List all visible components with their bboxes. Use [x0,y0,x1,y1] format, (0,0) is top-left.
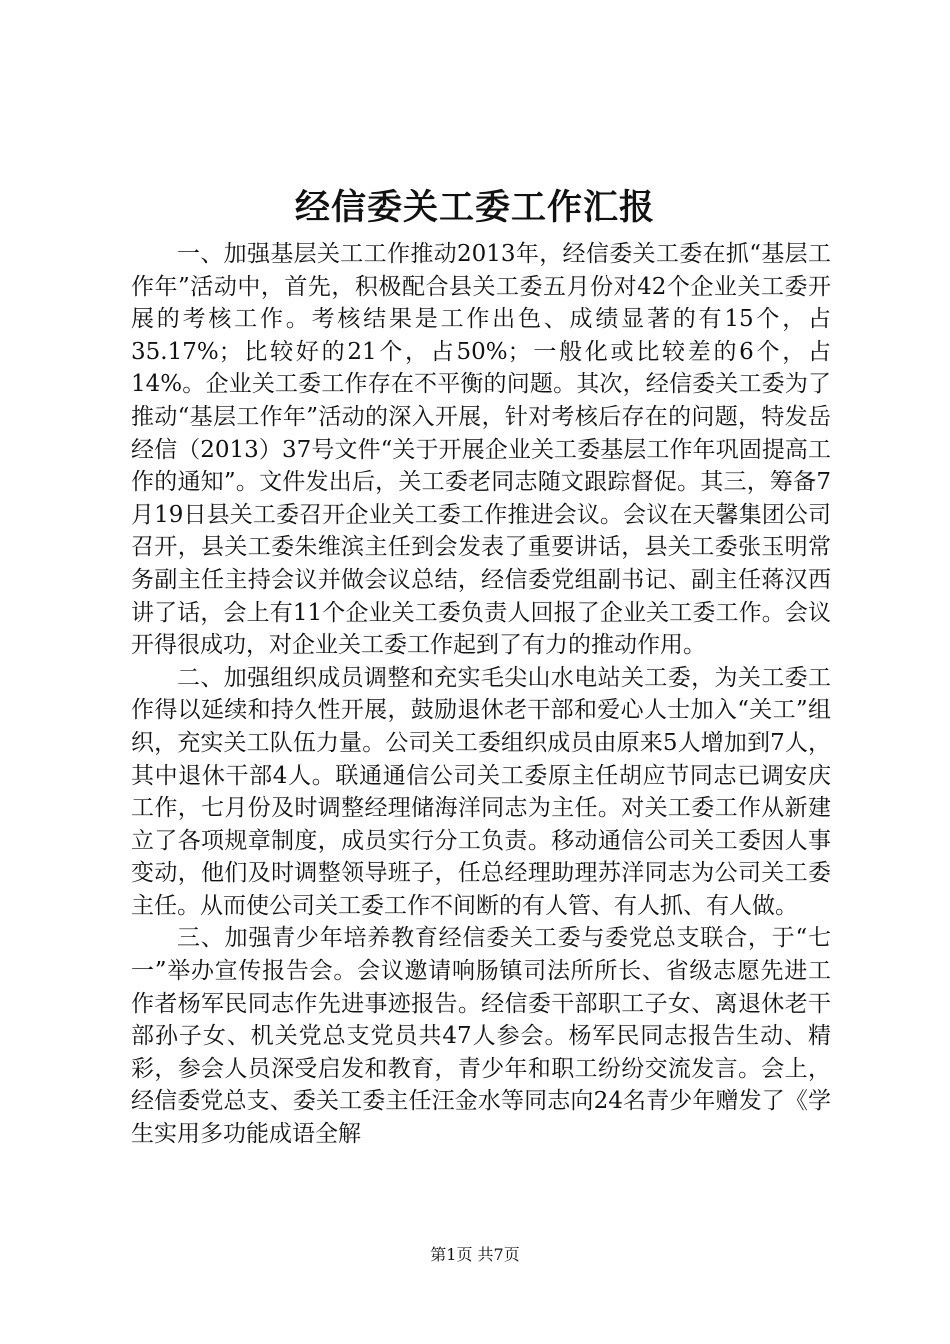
document-title: 经信委关工委工作汇报 [294,187,655,228]
paragraph-3: 三、加强青少年培养教育经信委关工委与委党总支联合，于“七一”举办宣传报告会。会议邀请响肠镇司法所所长、省级志愿先进工作者杨军民同志作先进事迹报告。经信委干部职工子女、离退休老干部孙子女、机关党总支党员共47人参会。杨军民同志报告生动、精彩，参会人员深受启发和教育，青少年和职工纷纷交流发言。会上，经信委党总支、委关工委主任汪金水等同志向24名青少年赠发了《学生实用多功能成语全解 [131,925,831,1148]
paragraph-1: 一、加强基层关工工作推动2013年，经信委关工委在抓“基层工作年”活动中，首先，积极配合县关工委五月份对42个企业关工委开展的考核工作。考核结果是工作出色、成绩显著的有15个，占35.17%；比较好的21个，占50%；一般化或比较差的6个，占14%。企业关工委工作存在不平衡的问题。其次，经信委关工委为了推动“基层工作年”活动的深入开展，针对考核后存在的问题，特发岳经信（2013）37号文件“关于开展企业关工委基层工作年巩固提高工作的通知”。文件发出后，关工委老同志随文跟踪督促。其三，筹备7月19日县关工委召开企业关工委工作推进会议。会议在天馨集团公司召开，县关工委朱维滨主任到会发表了重要讲话，县关工委张玉明常务副主任主持会议并做会议总结，经信委党组副书记、副主任蒋汉西讲了话，会上有11个企业关工委负责人回报了企业关工委工作。会议开得很成功，对企业关工委工作起到了有力的推动作用。 [131,241,831,659]
document-body [131,238,831,1151]
page-number-footer: 第1页 共7页 [430,1245,520,1264]
paragraph-2: 二、加强组织成员调整和充实毛尖山水电站关工委，为关工委工作得以延续和持久性开展，鼓励退休老干部和爱心人士加入“关工”组织，充实关工队伍力量。公司关工委组织成员由原来5人增加到7人，其中退休干部4人。联通通信公司关工委原主任胡应节同志已调安庆工作，七月份及时调整经理储海洋同志为主任。对关工委工作从新建立了各项规章制度，成员实行分工负责。移动通信公司关工委因人事变动，他们及时调整领导班子，任总经理助理苏洋同志为公司关工委主任。从而使公司关工委工作不间断的有人管、有人抓、有人做。 [131,664,831,919]
